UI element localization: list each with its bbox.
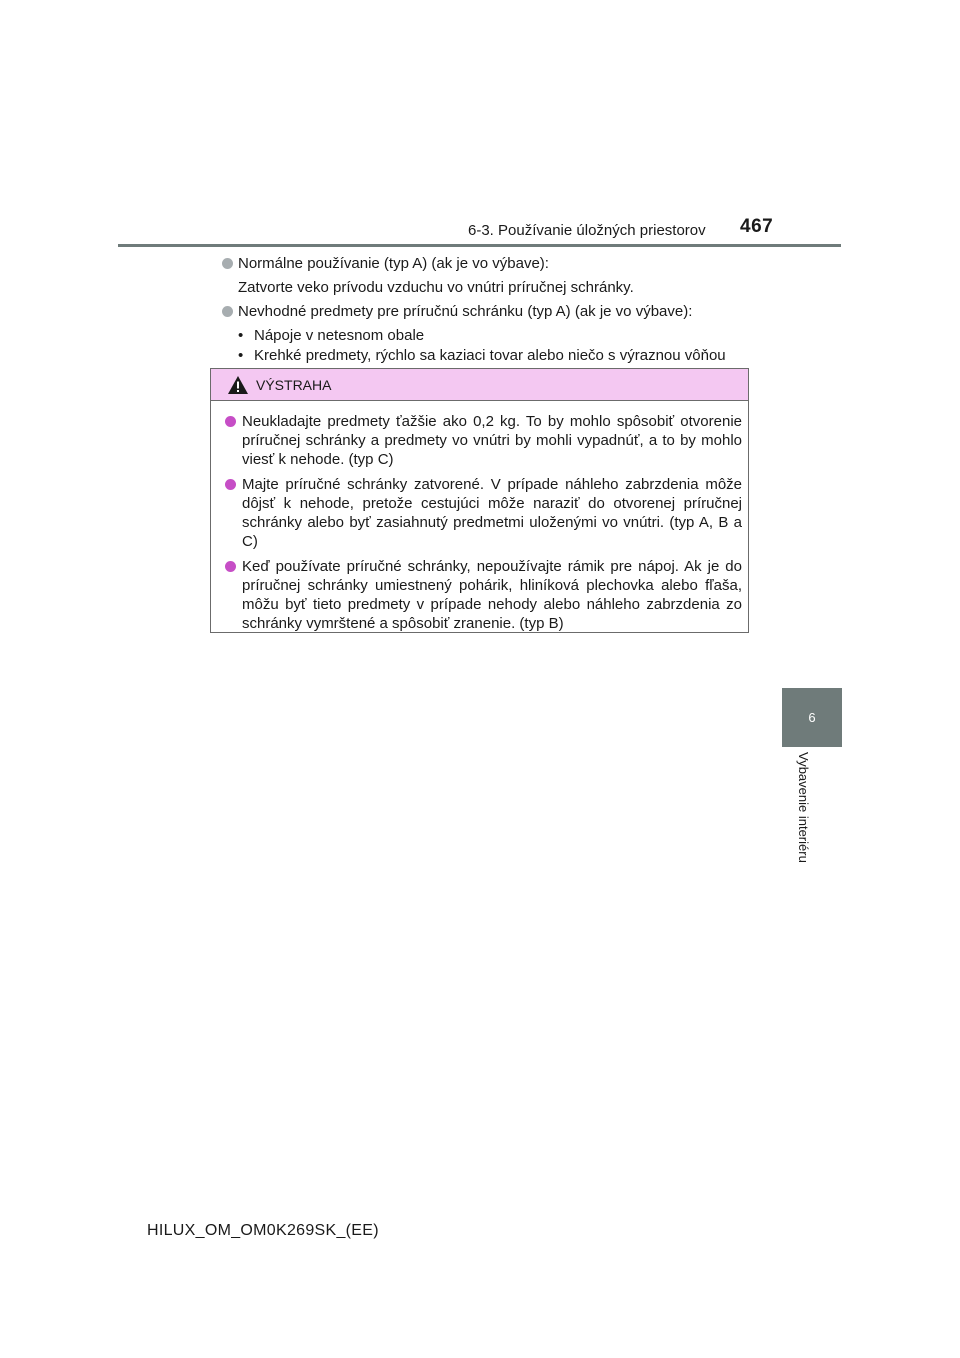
bullet-text: Zatvorte veko prívodu vzduchu vo vnútri príručnej schránky.: [238, 279, 634, 296]
warning-item: [225, 475, 742, 551]
bullet-title: Normálne používanie (typ A) (ak je vo výbave):: [238, 255, 549, 272]
header-divider: [118, 244, 841, 247]
warning-item-text: Neukladajte predmety ťažšie ako 0,2 kg. To by mohlo spôsobiť otvorenie príručnej schránky a predmety vo vnútri by mohli vypadnúť, a to by mohlo viesť k nehode. (typ C): [242, 413, 742, 468]
warning-item: [225, 557, 742, 633]
section-title: 6-3. Používanie úložných priestorov: [468, 222, 706, 239]
warning-header: [211, 369, 748, 401]
sub-list-item: [222, 346, 762, 366]
sub-list-item: [222, 326, 762, 346]
chapter-tab: [782, 688, 842, 747]
list-item: [222, 254, 762, 274]
warning-bullet-icon: [225, 479, 236, 490]
chapter-title: Vybavenie interiéru: [796, 752, 811, 863]
warning-triangle-icon: [227, 375, 249, 395]
bullet-point-icon: •: [238, 327, 244, 344]
bullet-point-icon: •: [238, 347, 244, 364]
warning-item-text: Majte príručné schránky zatvorené. V prípade náhleho zabrzdenia môže dôjsť k nehode, pretože cestujúci môže naraziť do otvorenej príručnej schránky alebo byť zasiahnutý predmetmi uloženými vo vnútri. (typ A, B a C): [242, 476, 742, 550]
sub-item-text: Nápoje v netesnom obale: [254, 327, 425, 344]
bullet-dot-icon: [222, 306, 233, 317]
main-content: [222, 254, 762, 366]
warning-bullet-icon: [225, 561, 236, 572]
warning-body: [211, 401, 748, 633]
document-code: HILUX_OM_OM0K269SK_(EE): [147, 1222, 379, 1239]
warning-title: VÝSTRAHA: [256, 376, 332, 393]
warning-item: [225, 412, 742, 469]
warning-item-text: Keď používate príručné schránky, nepoužívajte rámik pre nápoj. Ak je do príručnej schránky umiestnený pohárik, hliníková plechovka alebo fľaša, môžu byť tieto predmety v prípade nehody alebo náhleho zabrzdenia zo schránky vymrštené a spôsobiť zranenie. (typ B): [242, 558, 742, 632]
page-number: 467: [740, 216, 774, 237]
list-item: [222, 302, 762, 322]
warning-bullet-icon: [225, 416, 236, 427]
bullet-dot-icon: [222, 258, 233, 269]
sub-item-text: Krehké predmety, rýchlo sa kaziaci tovar alebo niečo s výraznou vôňou: [254, 347, 726, 364]
bullet-title: Nevhodné predmety pre príručnú schránku (typ A) (ak je vo výbave):: [238, 303, 693, 320]
chapter-number: 6: [808, 710, 816, 725]
warning-box: [210, 368, 749, 633]
